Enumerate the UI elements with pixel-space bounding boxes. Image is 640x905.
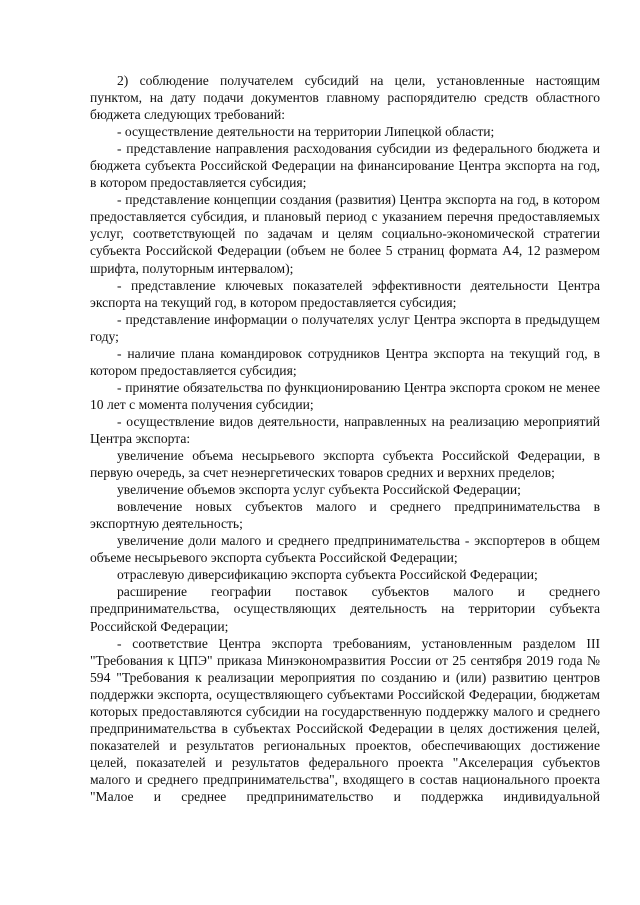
paragraph-text: - представление информации о получателях услуг Центра экспорта в предыдущем году; xyxy=(90,311,600,344)
paragraph-item xyxy=(90,413,600,447)
paragraph-text: увеличение объема несырьевого экспорта субъекта Российской Федерации, в первую очередь, за счет неэнергетических товаров средних и верхних пределов; xyxy=(90,448,600,481)
paragraph-text: - принятие обязательства по функционированию Центра экспорта сроком не менее 10 лет с момента получения субсидии; xyxy=(90,379,600,412)
paragraph-text: 2) соблюдение получателем субсидий на цели, установленные настоящим пунктом, на дату подачи документов главному распорядителю средств областного бюджета следующих требований: xyxy=(90,73,600,123)
paragraph-text: увеличение доли малого и среднего предпринимательства - экспортеров в общем объеме несырьевого экспорта субъекта Российской Федерации; xyxy=(90,533,600,566)
paragraph-item xyxy=(90,447,600,481)
paragraph-text: - соответствие Центра экспорта требованиям, установленным разделом III "Требования к ЦПЭ" приказа Минэкономразвития России от 25 сентября 2019 года № 594 "Требования к реализации мероприятия по созданию и (или) развитию центров поддержки экспорта, осуществляющего субъектами Российской Федерации, бюджетам которых предоставляются субсидии на государственную поддержку малого и среднего предпринимательства в субъектах Российской Федерации в целях достижения целей, показателей и результатов региональных проектов, обеспечивающих достижение целей, показателей и результатов федерального проекта "Акселерация субъектов малого и среднего предпринимательства", входящего в состав национального проекта "Малое и среднее предпринимательство и поддержка индивидуальной xyxy=(90,635,600,804)
paragraph-item xyxy=(90,481,600,498)
paragraph-item xyxy=(90,498,600,532)
paragraph-text: - осуществление видов деятельности, направленных на реализацию мероприятий Центра экспорта: xyxy=(90,413,600,446)
paragraph-text: расширение географии поставок субъектов малого и среднего предпринимательства, осуществляющих деятельность на территории субъекта Российской Федерации; xyxy=(90,584,600,634)
paragraph-text: - осуществление деятельности на территории Липецкой области; xyxy=(117,124,495,140)
paragraph-text: - представление направления расходования субсидии из федерального бюджета и бюджета субъекта Российской Федерации на финансирование Центра экспорта на год, в котором предоставляется субсидия; xyxy=(90,141,600,191)
paragraph-item xyxy=(90,277,600,311)
paragraph-item xyxy=(90,566,600,583)
paragraph-item xyxy=(90,123,600,140)
paragraph-item xyxy=(90,583,600,634)
paragraph-text: отраслевую диверсификацию экспорта субъекта Российской Федерации; xyxy=(117,567,538,583)
paragraph-text: - представление ключевых показателей эффективности деятельности Центра экспорта на текущий год, в котором предоставляется субсидия; xyxy=(90,277,600,310)
paragraph-item xyxy=(90,635,600,805)
document-page xyxy=(90,72,600,805)
paragraph-item xyxy=(90,140,600,191)
paragraph-text: увеличение объемов экспорта услуг субъекта Российской Федерации; xyxy=(117,482,521,498)
paragraph-item xyxy=(90,191,600,276)
paragraph-text: - представление концепции создания (развития) Центра экспорта на год, в котором предоставляется субсидия, и плановый период с указанием перечня предоставляемых услуг, соответствующей по задачам и целям социально-экономической стратегии субъекта Российской Федерации (объем не более 5 страниц формата А4, 12 размером шрифта, полуторным интервалом); xyxy=(90,192,600,276)
paragraph-item xyxy=(90,311,600,345)
paragraph-item xyxy=(90,345,600,379)
paragraph-item xyxy=(90,379,600,413)
paragraph-text: вовлечение новых субъектов малого и среднего предпринимательства в экспортную деятельность; xyxy=(90,499,600,532)
paragraph-text: - наличие плана командировок сотрудников Центра экспорта на текущий год, в котором предоставляется субсидия; xyxy=(90,345,600,378)
paragraph-item xyxy=(90,532,600,566)
paragraph-conditions xyxy=(90,72,600,123)
